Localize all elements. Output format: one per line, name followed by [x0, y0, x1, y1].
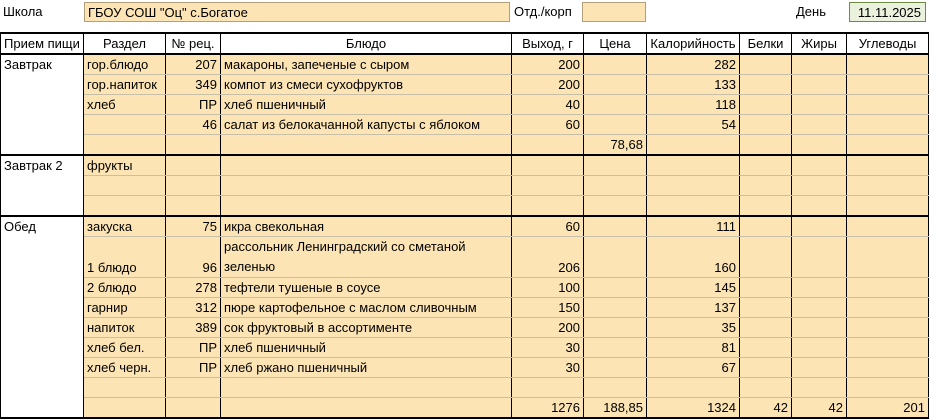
- dish-cell[interactable]: [221, 135, 512, 156]
- output-cell[interactable]: [512, 196, 584, 216]
- recipe-cell[interactable]: 75: [166, 216, 221, 237]
- table-row: [1, 135, 929, 156]
- output-cell[interactable]: [512, 155, 584, 176]
- protein-cell[interactable]: [740, 236, 792, 277]
- carbs-cell[interactable]: [847, 277, 929, 297]
- protein-cell[interactable]: [740, 216, 792, 237]
- output-cell[interactable]: 206: [512, 236, 584, 277]
- table-row: [1, 357, 929, 377]
- col-header-dish: Блюдо: [221, 33, 512, 54]
- table-row: [1, 115, 929, 135]
- calories-cell[interactable]: 137: [647, 297, 740, 317]
- protein-cell[interactable]: [740, 297, 792, 317]
- meal-cell[interactable]: [1, 75, 84, 95]
- price-cell[interactable]: [584, 337, 647, 357]
- recipe-cell[interactable]: ПР: [166, 337, 221, 357]
- recipe-cell[interactable]: 207: [166, 54, 221, 75]
- fat-cell[interactable]: [792, 317, 847, 337]
- meal-cell[interactable]: [1, 297, 84, 317]
- col-header-section: Раздел: [84, 33, 166, 54]
- protein-cell[interactable]: [740, 75, 792, 95]
- price-cell[interactable]: [584, 317, 647, 337]
- output-cell[interactable]: 30: [512, 357, 584, 377]
- calories-cell[interactable]: [647, 377, 740, 397]
- carbs-cell[interactable]: [847, 216, 929, 237]
- price-cell[interactable]: [584, 196, 647, 216]
- protein-cell[interactable]: [740, 135, 792, 156]
- fat-cell[interactable]: [792, 135, 847, 156]
- meal-cell[interactable]: [1, 95, 84, 115]
- section-cell[interactable]: [84, 196, 166, 216]
- meal-cell[interactable]: [1, 135, 84, 156]
- price-cell[interactable]: [584, 277, 647, 297]
- section-cell[interactable]: напиток: [84, 317, 166, 337]
- protein-cell[interactable]: 42: [740, 397, 792, 418]
- col-header-output: Выход, г: [512, 33, 584, 54]
- calories-cell[interactable]: [647, 135, 740, 156]
- calories-cell[interactable]: 35: [647, 317, 740, 337]
- table-row: [1, 377, 929, 397]
- dish-cell[interactable]: хлеб пшеничный: [221, 95, 512, 115]
- school-field[interactable]: ГБОУ СОШ "Оц" с.Богатое: [84, 2, 510, 22]
- recipe-cell[interactable]: 46: [166, 115, 221, 135]
- price-cell[interactable]: [584, 176, 647, 196]
- calories-cell[interactable]: 111: [647, 216, 740, 237]
- fat-cell[interactable]: [792, 337, 847, 357]
- fat-cell[interactable]: [792, 377, 847, 397]
- fat-cell[interactable]: 42: [792, 397, 847, 418]
- col-header-price: Цена: [584, 33, 647, 54]
- output-cell[interactable]: 30: [512, 337, 584, 357]
- table-row: [1, 216, 929, 237]
- day-field[interactable]: 11.11.2025: [849, 2, 926, 22]
- table-row: [1, 236, 929, 277]
- calories-cell[interactable]: [647, 196, 740, 216]
- dish-cell[interactable]: хлеб ржано пшеничный: [221, 357, 512, 377]
- section-cell[interactable]: [84, 397, 166, 418]
- recipe-cell[interactable]: ПР: [166, 357, 221, 377]
- price-cell[interactable]: [584, 216, 647, 237]
- protein-cell[interactable]: [740, 155, 792, 176]
- fat-cell[interactable]: [792, 54, 847, 75]
- dish-cell[interactable]: хлеб пшеничный: [221, 337, 512, 357]
- protein-cell[interactable]: [740, 317, 792, 337]
- section-cell[interactable]: [84, 135, 166, 156]
- output-cell[interactable]: [512, 176, 584, 196]
- price-cell[interactable]: 78,68: [584, 135, 647, 156]
- meal-cell[interactable]: [1, 357, 84, 377]
- carbs-cell[interactable]: 201: [847, 397, 929, 418]
- dish-cell[interactable]: салат из белокачанной капусты с яблоком: [221, 115, 512, 135]
- calories-cell[interactable]: 1324: [647, 397, 740, 418]
- output-cell[interactable]: 40: [512, 95, 584, 115]
- table-row: [1, 337, 929, 357]
- recipe-cell[interactable]: [166, 155, 221, 176]
- dish-cell[interactable]: [221, 176, 512, 196]
- table-row: [1, 75, 929, 95]
- col-header-meal: Прием пищи: [1, 33, 84, 54]
- carbs-cell[interactable]: [847, 75, 929, 95]
- carbs-cell[interactable]: [847, 54, 929, 75]
- meal-cell[interactable]: [1, 196, 84, 216]
- dish-cell[interactable]: тефтели тушеные в соусе: [221, 277, 512, 297]
- output-cell[interactable]: 60: [512, 216, 584, 237]
- protein-cell[interactable]: [740, 196, 792, 216]
- carbs-cell[interactable]: [847, 337, 929, 357]
- calories-cell[interactable]: 133: [647, 75, 740, 95]
- dish-cell[interactable]: [221, 196, 512, 216]
- col-header-carbs: Углеводы: [847, 33, 929, 54]
- fat-cell[interactable]: [792, 75, 847, 95]
- dish-cell[interactable]: пюре картофельное с маслом сливочным: [221, 297, 512, 317]
- day-label: День: [796, 4, 826, 19]
- dept-field[interactable]: [582, 2, 646, 22]
- carbs-cell[interactable]: [847, 357, 929, 377]
- price-cell[interactable]: [584, 75, 647, 95]
- section-cell[interactable]: [84, 377, 166, 397]
- table-row: [1, 317, 929, 337]
- protein-cell[interactable]: [740, 357, 792, 377]
- calories-cell[interactable]: 145: [647, 277, 740, 297]
- col-header-recipe: № рец.: [166, 33, 221, 54]
- dish-cell[interactable]: икра свекольная: [221, 216, 512, 237]
- recipe-cell[interactable]: 389: [166, 317, 221, 337]
- fat-cell[interactable]: [792, 277, 847, 297]
- section-cell[interactable]: хлеб черн.: [84, 357, 166, 377]
- calories-cell[interactable]: 282: [647, 54, 740, 75]
- carbs-cell[interactable]: [847, 196, 929, 216]
- price-cell[interactable]: [584, 377, 647, 397]
- recipe-cell[interactable]: [166, 176, 221, 196]
- dish-cell[interactable]: сок фруктовый в ассортименте: [221, 317, 512, 337]
- menu-table: [0, 32, 929, 419]
- table-row: [1, 277, 929, 297]
- meal-cell[interactable]: Завтрак 2: [1, 155, 84, 176]
- section-cell[interactable]: [84, 176, 166, 196]
- price-cell[interactable]: [584, 115, 647, 135]
- carbs-cell[interactable]: [847, 176, 929, 196]
- meal-cell[interactable]: [1, 317, 84, 337]
- carbs-cell[interactable]: [847, 317, 929, 337]
- meal-cell[interactable]: [1, 277, 84, 297]
- menu-table-body: [1, 33, 929, 418]
- table-row: [1, 176, 929, 196]
- calories-cell[interactable]: 160: [647, 236, 740, 277]
- protein-cell[interactable]: [740, 176, 792, 196]
- meal-cell[interactable]: Обед: [1, 216, 84, 237]
- fat-cell[interactable]: [792, 196, 847, 216]
- recipe-cell[interactable]: 96: [166, 236, 221, 277]
- calories-cell[interactable]: 67: [647, 357, 740, 377]
- recipe-cell[interactable]: 312: [166, 297, 221, 317]
- table-row: [1, 155, 929, 176]
- protein-cell[interactable]: [740, 54, 792, 75]
- section-cell[interactable]: хлеб бел.: [84, 337, 166, 357]
- table-header-row: [1, 33, 929, 54]
- price-cell[interactable]: [584, 357, 647, 377]
- output-cell[interactable]: 100: [512, 277, 584, 297]
- dept-label: Отд./корп: [514, 4, 572, 19]
- meal-cell[interactable]: Завтрак: [1, 54, 84, 75]
- meal-cell[interactable]: [1, 337, 84, 357]
- dish-cell[interactable]: [221, 397, 512, 418]
- output-cell[interactable]: [512, 377, 584, 397]
- table-row: [1, 95, 929, 115]
- fat-cell[interactable]: [792, 216, 847, 237]
- fat-cell[interactable]: [792, 357, 847, 377]
- price-cell[interactable]: [584, 155, 647, 176]
- col-header-calories: Калорийность: [647, 33, 740, 54]
- price-cell[interactable]: [584, 236, 647, 277]
- section-cell[interactable]: закуска: [84, 216, 166, 237]
- section-cell[interactable]: [84, 115, 166, 135]
- carbs-cell[interactable]: [847, 297, 929, 317]
- output-cell[interactable]: [512, 135, 584, 156]
- protein-cell[interactable]: [740, 95, 792, 115]
- output-cell[interactable]: 200: [512, 54, 584, 75]
- carbs-cell[interactable]: [847, 135, 929, 156]
- calories-cell[interactable]: 118: [647, 95, 740, 115]
- carbs-cell[interactable]: [847, 377, 929, 397]
- table-row: [1, 297, 929, 317]
- carbs-cell[interactable]: [847, 236, 929, 277]
- output-cell[interactable]: 200: [512, 317, 584, 337]
- carbs-cell[interactable]: [847, 155, 929, 176]
- calories-cell[interactable]: [647, 155, 740, 176]
- meal-cell[interactable]: [1, 397, 84, 418]
- price-cell[interactable]: [584, 95, 647, 115]
- dish-cell[interactable]: макароны, запеченые с сыром: [221, 54, 512, 75]
- dish-cell[interactable]: рассольник Ленинградский со сметаной зеленью: [221, 236, 512, 277]
- protein-cell[interactable]: [740, 377, 792, 397]
- fat-cell[interactable]: [792, 297, 847, 317]
- recipe-cell[interactable]: [166, 196, 221, 216]
- protein-cell[interactable]: [740, 115, 792, 135]
- carbs-cell[interactable]: [847, 95, 929, 115]
- section-cell[interactable]: хлеб: [84, 95, 166, 115]
- section-cell[interactable]: гор.блюдо: [84, 54, 166, 75]
- table-row: [1, 54, 929, 75]
- dish-cell[interactable]: [221, 377, 512, 397]
- col-header-fat: Жиры: [792, 33, 847, 54]
- section-cell[interactable]: фрукты: [84, 155, 166, 176]
- fat-cell[interactable]: [792, 115, 847, 135]
- col-header-protein: Белки: [740, 33, 792, 54]
- meal-cell[interactable]: [1, 176, 84, 196]
- recipe-cell[interactable]: ПР: [166, 95, 221, 115]
- meal-cell[interactable]: [1, 236, 84, 277]
- table-row: [1, 397, 929, 418]
- dish-cell[interactable]: [221, 155, 512, 176]
- carbs-cell[interactable]: [847, 115, 929, 135]
- fat-cell[interactable]: [792, 95, 847, 115]
- calories-cell[interactable]: 81: [647, 337, 740, 357]
- fat-cell[interactable]: [792, 236, 847, 277]
- school-label: Школа: [3, 4, 43, 19]
- output-cell[interactable]: 150: [512, 297, 584, 317]
- fat-cell[interactable]: [792, 155, 847, 176]
- protein-cell[interactable]: [740, 277, 792, 297]
- recipe-cell[interactable]: [166, 135, 221, 156]
- price-cell[interactable]: [584, 297, 647, 317]
- meal-cell[interactable]: [1, 377, 84, 397]
- recipe-cell[interactable]: [166, 377, 221, 397]
- section-cell[interactable]: гарнир: [84, 297, 166, 317]
- dish-cell[interactable]: компот из смеси сухофруктов: [221, 75, 512, 95]
- price-cell[interactable]: [584, 54, 647, 75]
- fat-cell[interactable]: [792, 176, 847, 196]
- recipe-cell[interactable]: [166, 397, 221, 418]
- protein-cell[interactable]: [740, 337, 792, 357]
- calories-cell[interactable]: 54: [647, 115, 740, 135]
- meal-cell[interactable]: [1, 115, 84, 135]
- recipe-cell[interactable]: 278: [166, 277, 221, 297]
- section-cell[interactable]: гор.напиток: [84, 75, 166, 95]
- section-cell[interactable]: 2 блюдо: [84, 277, 166, 297]
- output-cell[interactable]: 1276: [512, 397, 584, 418]
- output-cell[interactable]: 60: [512, 115, 584, 135]
- calories-cell[interactable]: [647, 176, 740, 196]
- price-cell[interactable]: 188,85: [584, 397, 647, 418]
- table-row: [1, 196, 929, 216]
- output-cell[interactable]: 200: [512, 75, 584, 95]
- recipe-cell[interactable]: 349: [166, 75, 221, 95]
- section-cell[interactable]: 1 блюдо: [84, 236, 166, 277]
